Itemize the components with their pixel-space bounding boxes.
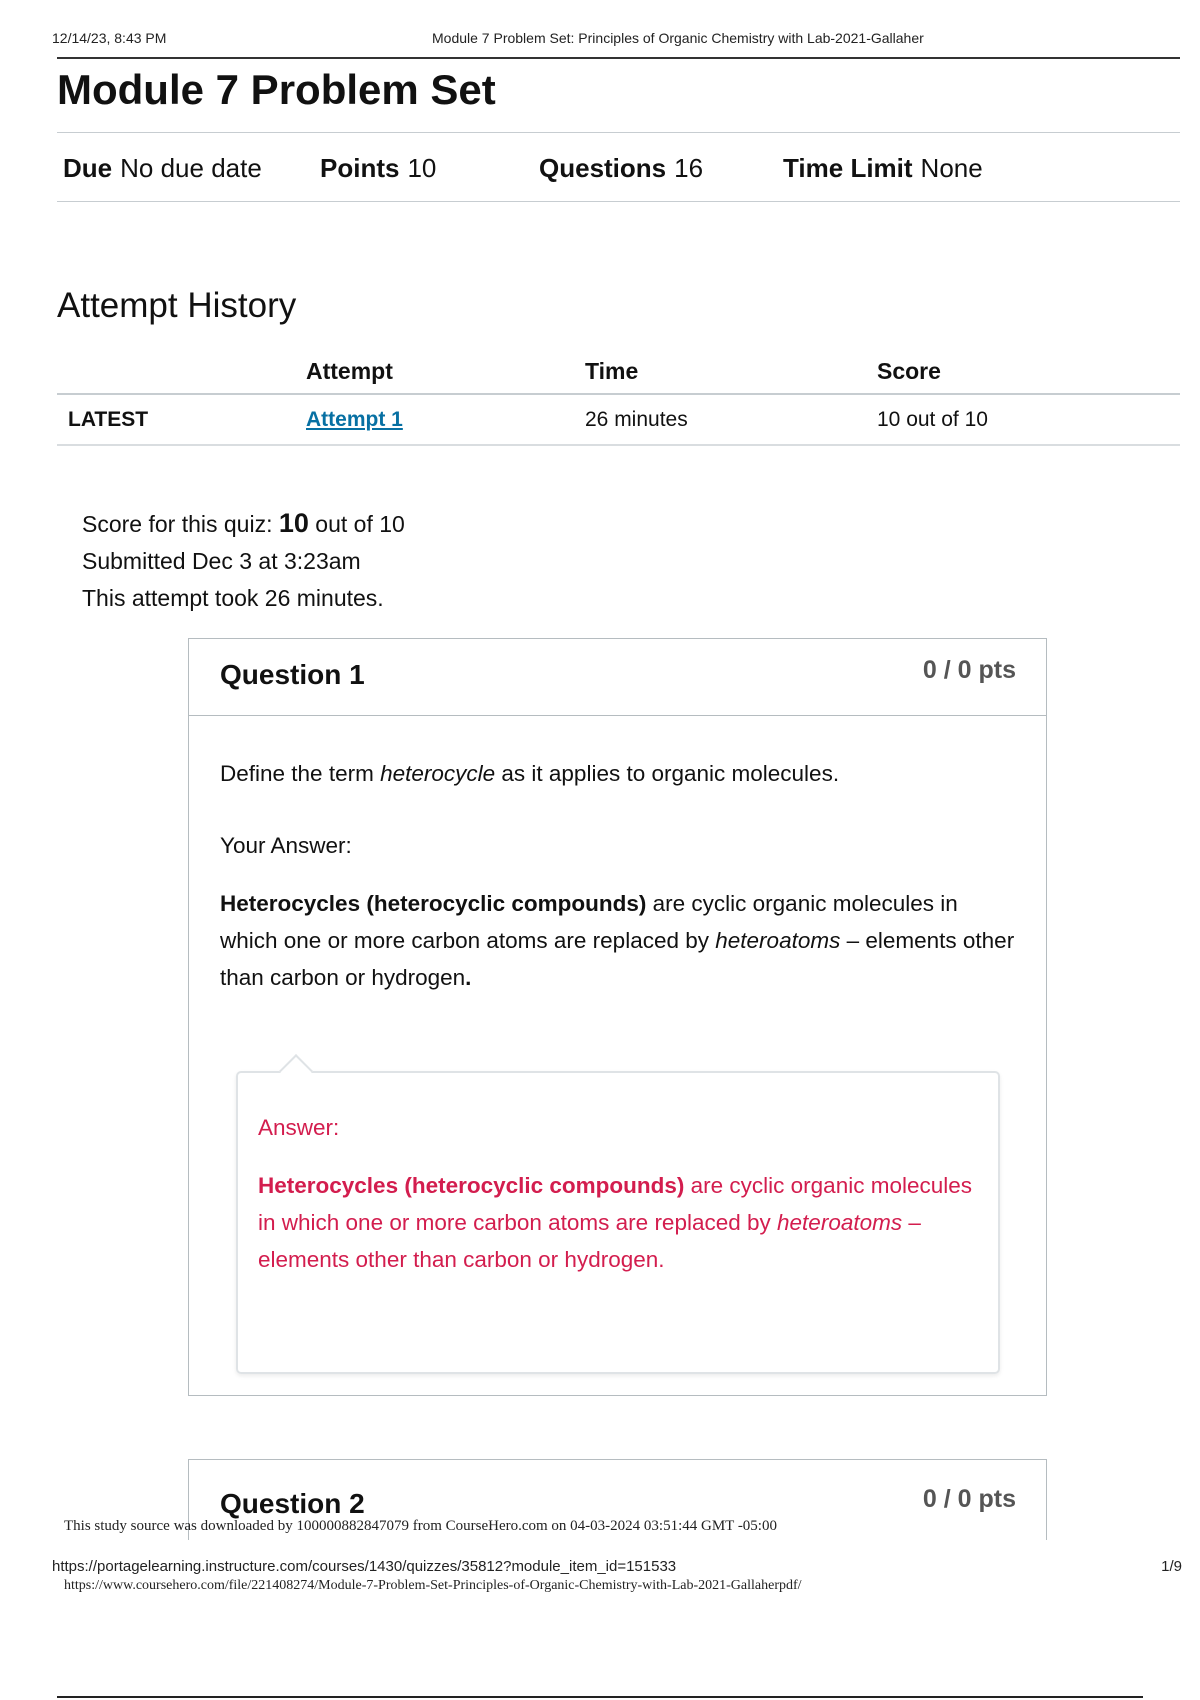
- duration-line: This attempt took 26 minutes.: [82, 585, 384, 611]
- page-title: Module 7 Problem Set: [57, 66, 496, 113]
- page-url: https://portagelearning.instructure.com/courses/1430/quizzes/35812?module_item_id=151533: [52, 1558, 677, 1575]
- attempt-cell: [306, 394, 585, 445]
- correct-answer-italic: heteroatoms: [777, 1210, 903, 1235]
- column-header-blank: [57, 350, 306, 394]
- latest-tag: LATEST: [57, 394, 306, 445]
- answer-box-pointer: [279, 1054, 313, 1088]
- correct-answer-bold: Heterocycles (heterocyclic compounds): [258, 1173, 685, 1198]
- your-answer-part: – elements other than carbon or hydrogen: [220, 928, 1015, 990]
- score-suffix: out of 10: [315, 511, 405, 537]
- question-card: [188, 638, 1047, 1396]
- meta-points: [320, 153, 436, 184]
- meta-time-limit-label: Time Limit: [783, 153, 913, 183]
- correct-answer-label: Answer:: [258, 1115, 340, 1140]
- meta-questions-label: Questions: [539, 153, 667, 183]
- meta-points-value: 10: [407, 153, 437, 183]
- attempt-history-table: [57, 350, 1180, 446]
- column-header-attempt: Attempt: [306, 350, 585, 394]
- download-watermark: This study source was downloaded by 100000882847079 from CourseHero.com on 04-03-2024 03:51:44 GMT -05:00: [64, 1518, 777, 1534]
- question-title: Question 2: [220, 1488, 365, 1519]
- question-text-part: Define the term: [220, 761, 381, 786]
- meta-due: [63, 153, 262, 184]
- source-url: https://www.coursehero.com/file/221408274/Module-7-Problem-Set-Principles-of-Organic-Chemistry-with-Lab-2021-Gallaherpdf/: [64, 1578, 802, 1593]
- meta-time-limit-value: None: [920, 153, 983, 183]
- meta-due-label: Due: [63, 153, 113, 183]
- your-answer-text: [220, 859, 1015, 996]
- question-text-part: as it applies to organic molecules.: [495, 761, 840, 786]
- meta-points-label: Points: [320, 153, 400, 183]
- score-cell: 10 out of 10: [877, 394, 1180, 445]
- meta-time-limit: [783, 153, 983, 184]
- attempt-history-title: Attempt History: [57, 286, 297, 325]
- column-header-time: Time: [585, 350, 877, 394]
- your-answer-period: .: [465, 965, 472, 990]
- score-value: 10: [278, 508, 309, 538]
- meta-due-value: No due date: [120, 153, 262, 183]
- question-title: Question 1: [220, 659, 365, 690]
- print-document-title: Module 7 Problem Set: Principles of Organic Chemistry with Lab-2021-Gallaher: [432, 30, 924, 46]
- meta-questions: [539, 153, 703, 184]
- question-body: [189, 716, 1046, 1374]
- your-answer-bold: Heterocycles (heterocyclic compounds): [220, 891, 647, 916]
- submitted-line: Submitted Dec 3 at 3:23am: [82, 548, 361, 574]
- correct-answer-text: [258, 1167, 978, 1278]
- correct-answer-box: [236, 1071, 1000, 1374]
- attempt-link[interactable]: Attempt 1: [306, 407, 403, 431]
- score-prefix: Score for this quiz:: [82, 511, 273, 537]
- column-header-score: Score: [877, 350, 1180, 394]
- table-row: [57, 394, 1180, 445]
- question-text-term: heterocycle: [380, 761, 496, 786]
- bottom-divider: [57, 1696, 1143, 1698]
- print-date: 12/14/23, 8:43 PM: [52, 30, 167, 46]
- page-number: 1/9: [1161, 1558, 1182, 1575]
- correct-answer-part: are cyclic organic molecules in which one or more carbon atoms are replaced by: [258, 1173, 973, 1235]
- quiz-meta-bar: [57, 132, 1180, 202]
- your-answer-italic: heteroatoms: [715, 928, 841, 953]
- question-points: 0 / 0 pts: [922, 1485, 1016, 1513]
- your-answer-part: are cyclic organic molecules in which one or more carbon atoms are replaced by: [220, 891, 958, 953]
- score-line: [82, 505, 405, 543]
- question-points: 0 / 0 pts: [922, 656, 1016, 684]
- header-divider: [57, 57, 1180, 59]
- quiz-summary: [82, 505, 405, 617]
- your-answer-label: Your Answer:: [220, 833, 352, 858]
- question-text: [220, 716, 1015, 787]
- question-header: [189, 639, 1046, 716]
- time-cell: 26 minutes: [585, 394, 877, 445]
- correct-answer-part: – elements other than carbon or hydrogen.: [258, 1210, 921, 1272]
- meta-questions-value: 16: [674, 153, 704, 183]
- table-header-row: [57, 350, 1180, 394]
